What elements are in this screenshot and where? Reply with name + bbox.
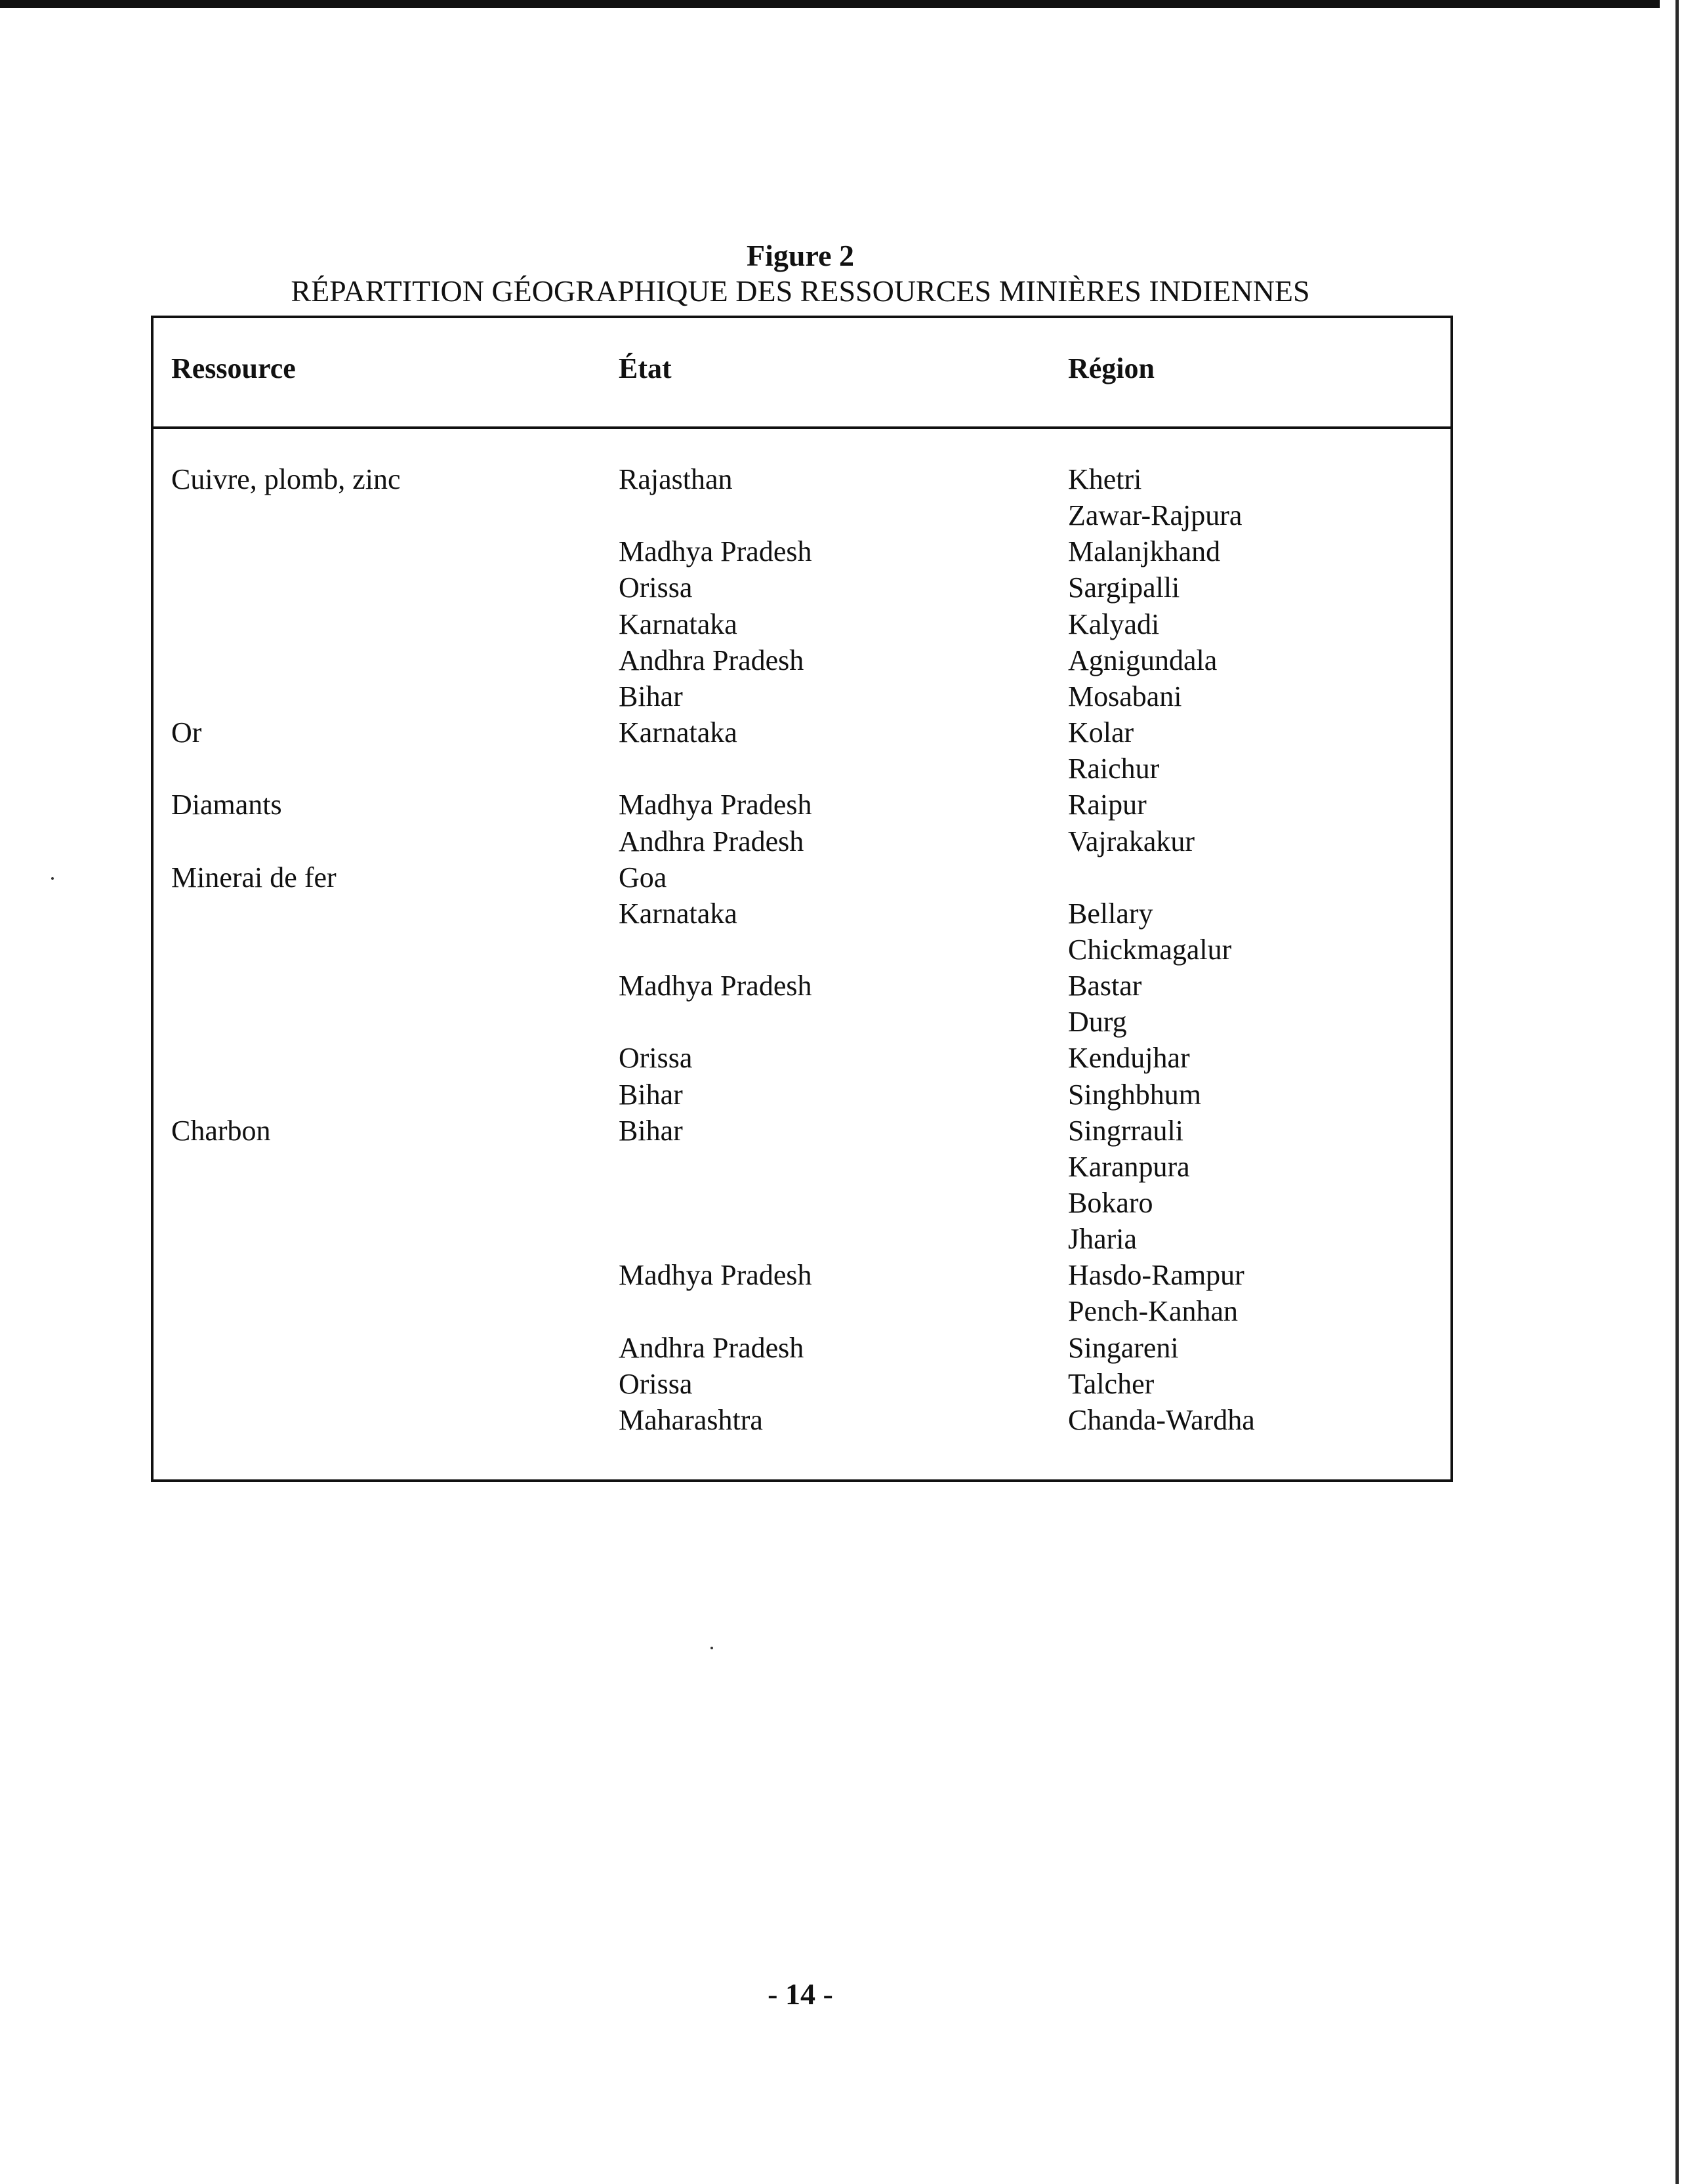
table-row (0, 1366, 1684, 1402)
table-row (0, 533, 1684, 569)
cell-region: Hasdo-Rampur (1068, 1259, 1244, 1291)
table-row (0, 859, 1684, 896)
page-number: - 14 - (768, 1977, 833, 2011)
table-row (0, 461, 1684, 497)
cell-state: Madhya Pradesh (619, 789, 812, 821)
cell-region: Singhbhum (1068, 1079, 1201, 1111)
table-row (0, 1004, 1684, 1040)
cell-region: Singrrauli (1068, 1115, 1183, 1147)
cell-state: Madhya Pradesh (619, 970, 812, 1002)
table-row (0, 1113, 1684, 1149)
cell-state: Orissa (619, 1368, 693, 1400)
cell-resource: Cuivre, plomb, zinc (171, 463, 401, 495)
cell-state: Andhra Pradesh (619, 1332, 804, 1364)
cell-region: Talcher (1068, 1368, 1155, 1400)
table-row (0, 606, 1684, 642)
cell-state: Bihar (619, 680, 683, 712)
table-row (0, 1221, 1684, 1257)
cell-state: Karnataka (619, 608, 737, 640)
table-row (0, 569, 1684, 606)
cell-resource: Diamants (171, 789, 282, 821)
table-row (0, 497, 1684, 533)
table-row (0, 787, 1684, 823)
cell-state: Rajasthan (619, 463, 733, 495)
table-row (0, 1185, 1684, 1221)
cell-region: Bastar (1068, 970, 1142, 1002)
cell-region: Chickmagalur (1068, 934, 1232, 966)
cell-state: Bihar (619, 1079, 683, 1111)
scan-speck (51, 877, 54, 880)
table-row (0, 1293, 1684, 1329)
cell-state: Karnataka (619, 897, 737, 930)
scan-speck (710, 1647, 713, 1649)
cell-region: Karanpura (1068, 1151, 1190, 1183)
figure-title: RÉPARTITION GÉOGRAPHIQUE DES RESSOURCES MINIÈRES INDIENNES (291, 274, 1310, 308)
cell-region: Jharia (1068, 1223, 1138, 1255)
cell-region: Khetri (1068, 463, 1142, 495)
table-row (0, 968, 1684, 1004)
table-row (0, 1257, 1684, 1293)
cell-region: Zawar-Rajpura (1068, 499, 1242, 531)
cell-region: Bellary (1068, 897, 1153, 930)
table-row (0, 1330, 1684, 1366)
cell-resource: Minerai de fer (171, 861, 337, 894)
top-edge-rule (0, 0, 1660, 8)
table-row (0, 896, 1684, 932)
cell-region: Agnigundala (1068, 644, 1218, 676)
cell-state: Andhra Pradesh (619, 825, 804, 857)
cell-region: Pench-Kanhan (1068, 1295, 1239, 1327)
cell-region: Vajrakakur (1068, 825, 1195, 857)
cell-region: Raipur (1068, 789, 1147, 821)
table-row (0, 1149, 1684, 1185)
cell-region: Kendujhar (1068, 1042, 1190, 1074)
cell-region: Sargipalli (1068, 571, 1180, 604)
column-header-state: État (619, 352, 672, 384)
cell-state: Orissa (619, 1042, 693, 1074)
cell-state: Maharashtra (619, 1404, 763, 1436)
table-row (0, 751, 1684, 787)
column-header-resource: Ressource (171, 352, 296, 384)
cell-state: Orissa (619, 571, 693, 604)
table-row (0, 932, 1684, 968)
column-header-region: Région (1068, 352, 1155, 384)
cell-region: Bokaro (1068, 1187, 1153, 1219)
cell-state: Madhya Pradesh (619, 1259, 812, 1291)
table-row (0, 642, 1684, 678)
cell-state: Bihar (619, 1115, 683, 1147)
table-row (0, 1077, 1684, 1113)
table-row (0, 714, 1684, 751)
cell-region: Mosabani (1068, 680, 1182, 712)
header-divider (151, 426, 1453, 429)
cell-state: Karnataka (619, 716, 737, 749)
table-row (0, 1040, 1684, 1076)
cell-state: Andhra Pradesh (619, 644, 804, 676)
cell-state: Madhya Pradesh (619, 535, 812, 567)
cell-resource: Or (171, 716, 202, 749)
figure-number: Figure 2 (747, 239, 854, 272)
cell-state: Goa (619, 861, 667, 894)
table-row (0, 823, 1684, 859)
cell-region: Durg (1068, 1006, 1127, 1038)
cell-region: Malanjkhand (1068, 535, 1221, 567)
cell-region: Raichur (1068, 752, 1160, 785)
table-row (0, 1402, 1684, 1438)
cell-region: Singareni (1068, 1332, 1179, 1364)
table-row (0, 678, 1684, 714)
cell-resource: Charbon (171, 1115, 271, 1147)
cell-region: Chanda-Wardha (1068, 1404, 1255, 1436)
cell-region: Kolar (1068, 716, 1134, 749)
cell-region: Kalyadi (1068, 608, 1160, 640)
